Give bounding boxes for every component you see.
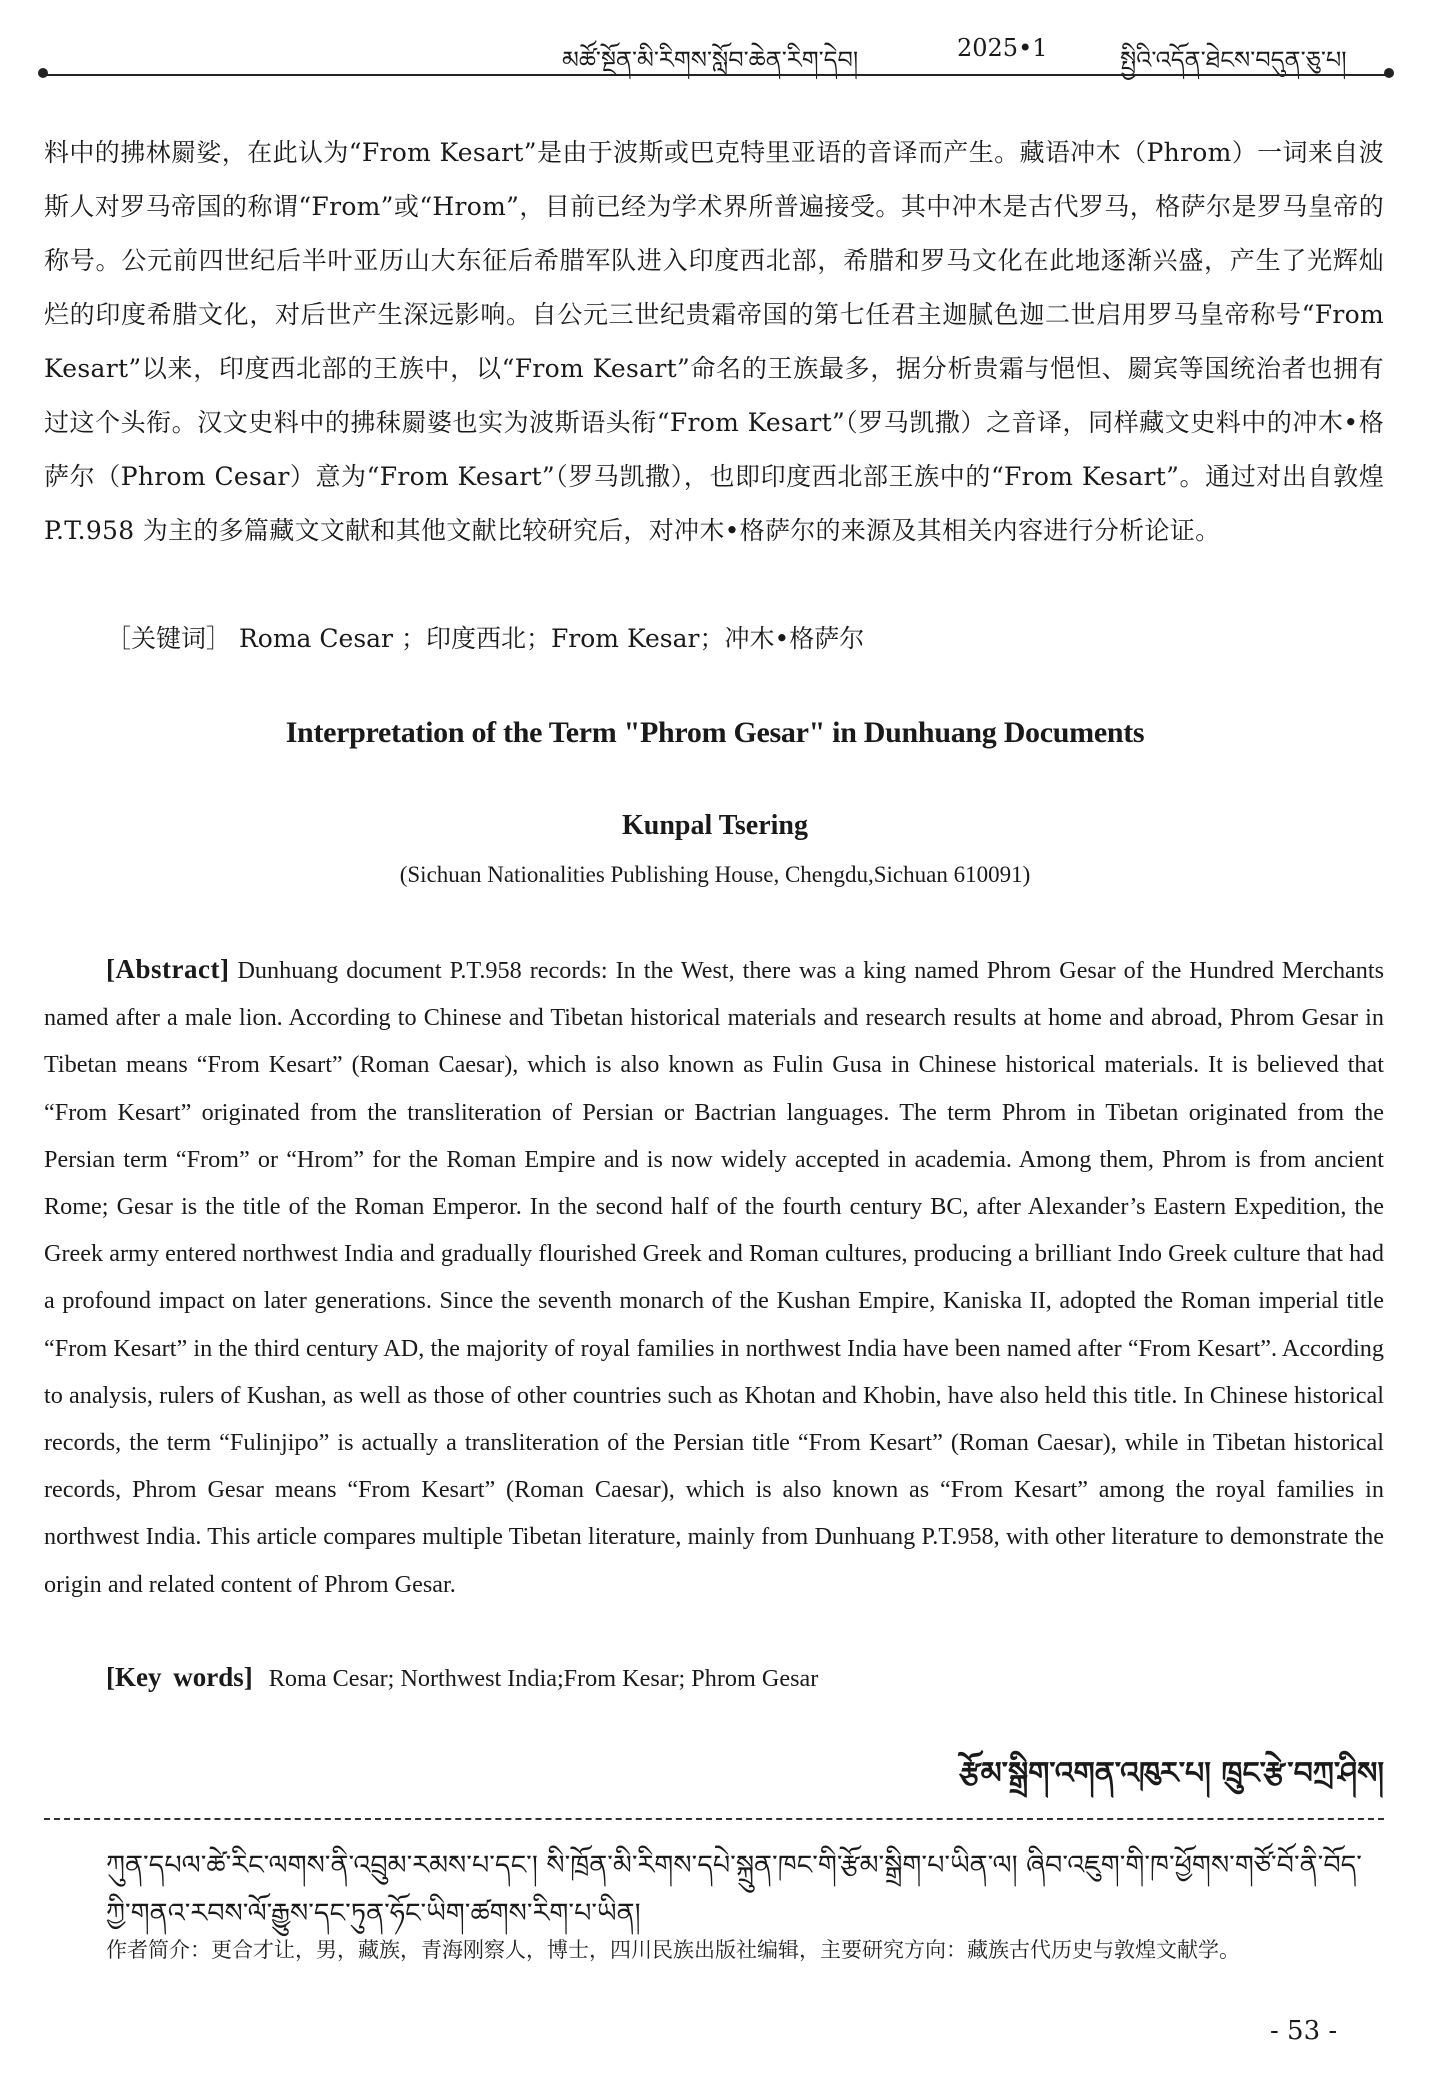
- chinese-author-bio: 作者简介：更合才让，男，藏族，青海刚察人，博士，四川民族出版社编辑，主要研究方向：藏族古代历史与敦煌文献学。: [106, 1938, 1240, 1962]
- english-keywords: [106, 1654, 1386, 1702]
- header-rule-dot-right: [1384, 68, 1394, 78]
- english-abstract: [44, 946, 1384, 1608]
- english-author: Kunpal Tsering: [622, 810, 808, 841]
- header-rule: [42, 74, 1390, 76]
- issue-title-tibetan: སྤྱིའི་འདོན་ཐེངས་བདུན་ཅུ་པ།: [1120, 46, 1347, 74]
- journal-title-tibetan: མཚོ་སྔོན་མི་རིགས་སློབ་ཆེན་རིག་དེབ།: [562, 46, 859, 74]
- footnote-separator: [44, 1818, 1384, 1820]
- english-abstract-label: [Abstract]: [106, 954, 230, 984]
- header-rule-dot-left: [38, 68, 48, 78]
- running-header: [42, 28, 1390, 80]
- chinese-keywords: [106, 612, 1386, 666]
- tibetan-author-bio: ཀུན་དཔལ་ཚེ་རིང་ལགས་ནི་འབྲུམ་རམས་པ་དང་། སི་ཁྲོན་མི་རིགས་དཔེ་སྐྲུན་ཁང་གི་རྩོམ་སྒྲིག་པ་ཡིན་ལ། ཞིབ་འཇུག་གི་ཁ་ཕྱོགས་གཙོ་བོ་ནི་བོད་ཀྱི་གནའ་རབས་ལོ་རྒྱུས་དང་ཏུན་ཧོང་ཡིག་ཚགས་རིག་པ་ཡིན།: [106, 1850, 1362, 1929]
- english-affiliation: (Sichuan Nationalities Publishing House, Chengdu,Sichuan 610091): [399, 862, 1031, 887]
- english-keywords-label: [Key words]: [106, 1662, 253, 1692]
- english-keywords-text: Roma Cesar; Northwest India;From Kesar; Phrom Gesar: [268, 1665, 819, 1692]
- page-number: - 53 -: [1270, 2016, 1338, 2046]
- chinese-abstract: 料中的拂林罽娑，在此认为“From Kesart”是由于波斯或巴克特里亚语的音译而产生。藏语冲木（Phrom）一词来自波斯人对罗马帝国的称谓“From”或“Hrom”，目前已经为学术界所普遍接受。其中冲木是古代罗马，格萨尔是罗马皇帝的称号。公元前四世纪后半叶亚历山大东征后希腊军队进入印度西北部，希腊和罗马文化在此地逐渐兴盛，产生了光辉灿烂的印度希腊文化，对后世产生深远影响。自公元三世纪贵霜帝国的第七任君主迦腻色迦二世启用罗马皇帝称号“From Kesart”以来，印度西北部的王族中，以“From Kesart”命名的王族最多，据分析贵霜与悒怛、罽宾等国统治者也拥有过这个头衔。汉文史料中的拂秣罽婆也实为波斯语头衔“From Kesart”（罗马凯撒）之音译，同样藏文史料中的冲木•格萨尔（Phrom Cesar）意为“From Kesart”（罗马凯撒），也即印度西北部王族中的“From Kesart”。通过对出自敦煌 P.T.958 为主的多篇藏文文献和其他文献比较研究后，对冲木•格萨尔的来源及其相关内容进行分析论证。: [44, 138, 1384, 545]
- english-title: Interpretation of the Term "Phrom Gesar" in Dunhuang Documents: [285, 716, 1145, 749]
- tibetan-editor-line: རྩོམ་སྒྲིག་འགན་འཁུར་པ། ཁྲུང་རྩེ་བཀྲ་ཤིས།: [959, 1756, 1384, 1791]
- chinese-keywords-text: Roma Cesar ；印度西北；From Kesar；冲木•格萨尔: [238, 624, 865, 653]
- chinese-keywords-label: ［关键词］: [106, 624, 232, 653]
- issue-number: 2025•1: [957, 34, 1048, 62]
- english-abstract-text: Dunhuang document P.T.958 records: In the West, there was a king named Phrom Gesar of the Hundred Merchants named after a male lion. According to Chinese and Tibetan historical materials and research results at home and abroad, Phrom Gesar in Tibetan means “From Kesart” (Roman Caesar), which is also known as Fulin Gusa in Chinese historical materials. It is believed that “From Kesart” originated from the transliteration of Persian or Bactrian languages. The term Phrom in Tibetan originated from the Persian term “From” or “Hrom” for the Roman Empire and is now widely accepted in academia. Among them, Phrom is from ancient Rome; Gesar is the title of the Roman Emperor. In the second half of the fourth century BC, after Alexander’s Eastern Expedition, the Greek army entered northwest India and gradually flourished Greek and Roman cultures, producing a brilliant Indo Greek culture that had a profound impact on later generations. Since the seventh monarch of the Kushan Empire, Kaniska II, adopted the Roman imperial title “From Kesart” in the third century AD, the majority of royal families in northwest India have been named after “From Kesart”. According to analysis, rulers of Kushan, as well as those of other countries such as Khotan and Khobin, have also held this title. In Chinese historical records, the term “Fulinjipo” is actually a transliteration of the Persian title “From Kesart” (Roman Caesar), while in Tibetan historical records, Phrom Gesar means “From Kesart” (Roman Caesar), which is also known as “From Kesart” among the royal families in northwest India. This article compares multiple Tibetan literature, mainly from Dunhuang P.T.958, with other literature to demonstrate the origin and related content of Phrom Gesar.: [44, 957, 1384, 1598]
